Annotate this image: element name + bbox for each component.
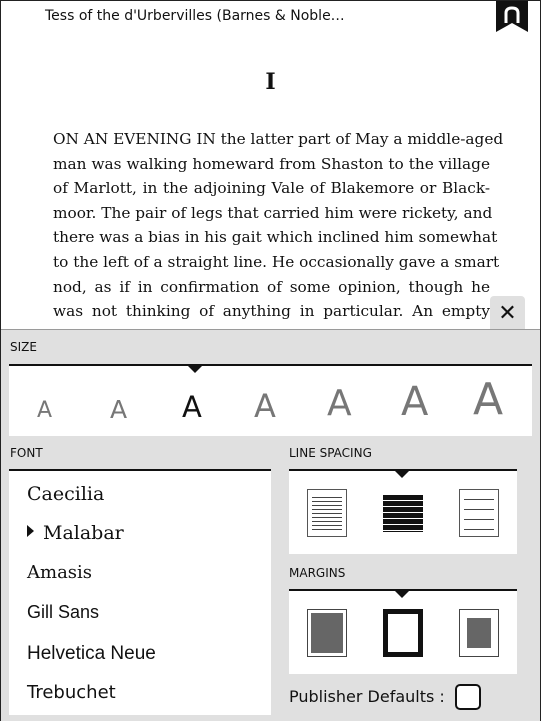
font-option-trebuchet[interactable]: Trebuchet: [27, 682, 116, 703]
font-option-malabar[interactable]: [27, 522, 124, 544]
text-settings-panel: [1, 329, 540, 721]
font-option-gill-sans[interactable]: Gill Sans: [27, 602, 100, 622]
font-option-label: Malabar: [43, 522, 124, 544]
close-panel-button[interactable]: [490, 296, 525, 331]
line-spacing-selector: [289, 469, 517, 554]
bookmark-icon[interactable]: [496, 1, 528, 32]
font-list: [9, 469, 271, 715]
margins-wide-option[interactable]: [459, 609, 499, 657]
passage-line: ON AN EVENING IN the latter part of May a middle-aged: [53, 130, 504, 148]
book-passage: [53, 127, 504, 329]
size-option-3[interactable]: A: [182, 390, 202, 424]
passage-line: there was a bias in his gait which inclined him somewhat: [53, 228, 498, 247]
font-option-caecilia[interactable]: Caecilia: [27, 483, 105, 505]
size-option-6[interactable]: A: [401, 379, 429, 425]
line-spacing-label: LINE SPACING: [289, 446, 372, 460]
font-size-selector[interactable]: [9, 364, 532, 436]
passage-line: moor. The pair of legs that carried him were rickety, and: [53, 203, 493, 222]
selected-line-spacing-indicator: [395, 471, 409, 478]
chapter-heading: I: [265, 69, 276, 95]
selected-margins-indicator: [395, 591, 409, 598]
margin-preview: [467, 618, 491, 648]
margin-preview: [311, 613, 343, 653]
line-spacing-medium-option[interactable]: [383, 489, 423, 537]
margins-narrow-option[interactable]: [307, 609, 347, 657]
size-option-1[interactable]: A: [37, 398, 53, 423]
publisher-defaults-checkbox[interactable]: [455, 684, 481, 710]
line-spacing-wide-option[interactable]: [459, 489, 499, 537]
margins-medium-option[interactable]: [383, 609, 423, 657]
passage-line: was not thinking of anything in particular. An empty: [53, 302, 490, 321]
passage-line: to the left of a straight line. He occasionally gave a smart: [53, 252, 500, 271]
close-icon: ✕: [498, 301, 517, 326]
passage-line: of Marlott, in the adjoining Vale of Blakemore or Black-: [53, 179, 490, 198]
font-option-amasis[interactable]: Amasis: [27, 562, 93, 583]
margins-label: MARGINS: [289, 566, 346, 580]
selected-size-indicator: [188, 366, 202, 373]
passage-line: nod, as if in confirmation of some opinion, though he: [53, 277, 490, 296]
passage-line: man was walking homeward from Shaston to the village: [53, 154, 490, 173]
line-spacing-narrow-option[interactable]: [307, 489, 347, 537]
selected-arrow-icon: [27, 525, 34, 537]
size-option-5[interactable]: A: [327, 383, 352, 424]
font-label: FONT: [10, 446, 43, 460]
size-label: SIZE: [10, 340, 37, 354]
size-option-4[interactable]: A: [254, 387, 276, 425]
margins-selector: [289, 589, 517, 674]
font-option-helvetica-neue[interactable]: Helvetica Neue: [27, 643, 156, 664]
size-option-2[interactable]: A: [110, 395, 128, 424]
size-option-7[interactable]: A: [473, 374, 504, 425]
book-title: Tess of the d'Urbervilles (Barnes & Noble…: [45, 8, 345, 24]
publisher-defaults-label: Publisher Defaults :: [289, 687, 445, 706]
